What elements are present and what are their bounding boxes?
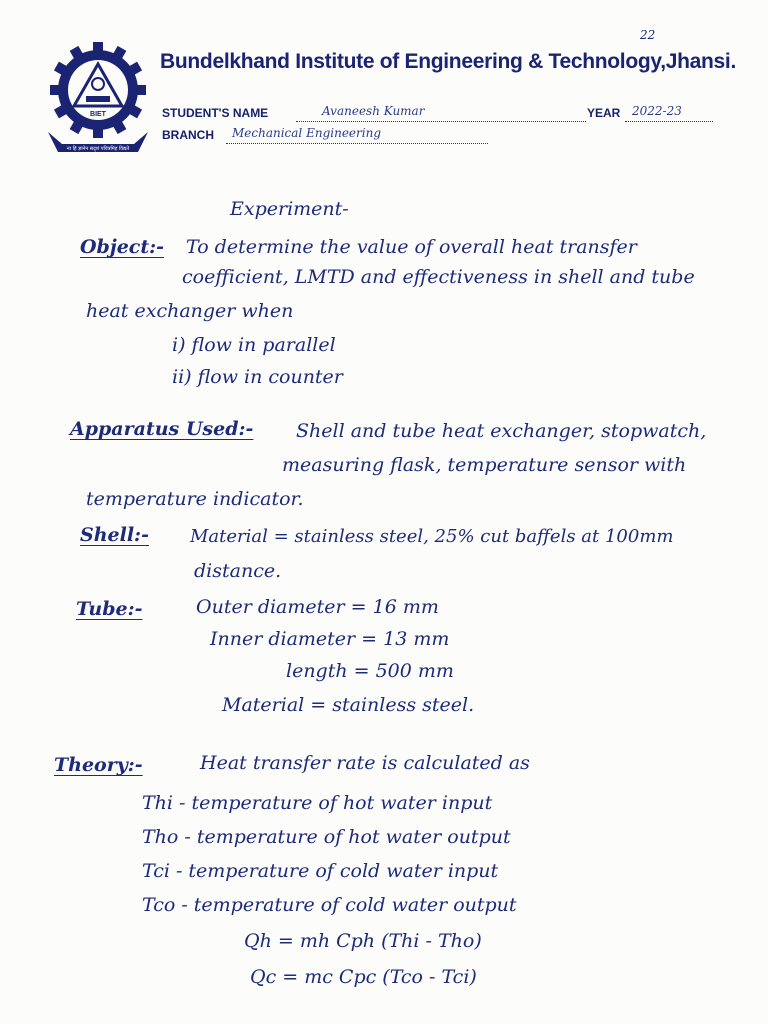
experiment-heading: Experiment-: [230, 198, 349, 220]
tube-line-1: Outer diameter = 16 mm: [196, 596, 439, 618]
equation-cold: Qc = mc Cpc (Tco - Tci): [250, 966, 477, 988]
tube-heading: Tube:-: [76, 598, 143, 620]
institute-name: Bundelkhand Institute of Engineering & Technology,Jhansi.: [160, 50, 736, 73]
object-line-3: heat exchanger when: [86, 300, 294, 322]
shell-line-2: distance.: [194, 560, 282, 582]
student-name-line: [296, 121, 586, 122]
branch-line: [226, 143, 488, 144]
theory-line-4: Tci - temperature of cold water input: [142, 860, 499, 882]
theory-line-5: Tco - temperature of cold water output: [142, 894, 517, 916]
shell-line-1: Material = stainless steel, 25% cut baffels at 100mm: [190, 526, 674, 547]
logo-text: BIET: [90, 111, 106, 118]
shell-heading: Shell:-: [80, 524, 149, 546]
object-item-1: i) flow in parallel: [172, 334, 336, 356]
year-value: 2022-23: [632, 104, 682, 118]
branch-label: BRANCH: [162, 128, 214, 142]
theory-line-3: Tho - temperature of hot water output: [142, 826, 511, 848]
branch-value: Mechanical Engineering: [232, 126, 382, 140]
apparatus-line-2: measuring flask, temperature sensor with: [282, 454, 687, 476]
gear-emblem-icon: [42, 40, 154, 158]
theory-line-1: Heat transfer rate is calculated as: [200, 752, 530, 774]
student-name-value: Avaneesh Kumar: [322, 104, 425, 118]
tube-line-2: Inner diameter = 13 mm: [210, 628, 450, 650]
tube-line-3: length = 500 mm: [286, 660, 454, 682]
apparatus-heading: Apparatus Used:-: [70, 418, 254, 440]
object-heading: Object:-: [80, 236, 165, 258]
student-name-label: STUDENT'S NAME: [162, 106, 269, 120]
logo-motto: ना हि ज्ञानेन सदृशं पवित्रमिह विद्यते: [66, 146, 130, 152]
apparatus-line-3: temperature indicator.: [86, 488, 304, 510]
apparatus-line-1: Shell and tube heat exchanger, stopwatch,: [296, 420, 707, 442]
year-label: YEAR: [587, 106, 621, 120]
object-line-1: To determine the value of overall heat transfer: [186, 236, 637, 258]
theory-line-2: Thi - temperature of hot water input: [142, 792, 493, 814]
equation-hot: Qh = mh Cph (Thi - Tho): [244, 930, 482, 952]
tube-line-4: Material = stainless steel.: [222, 694, 475, 716]
institute-logo: [42, 40, 154, 158]
object-line-2: coefficient, LMTD and effectiveness in shell and tube: [182, 266, 695, 288]
page-number: 22: [640, 28, 656, 42]
object-item-2: ii) flow in counter: [172, 366, 343, 388]
year-line: [625, 121, 713, 122]
theory-heading: Theory:-: [54, 754, 143, 776]
